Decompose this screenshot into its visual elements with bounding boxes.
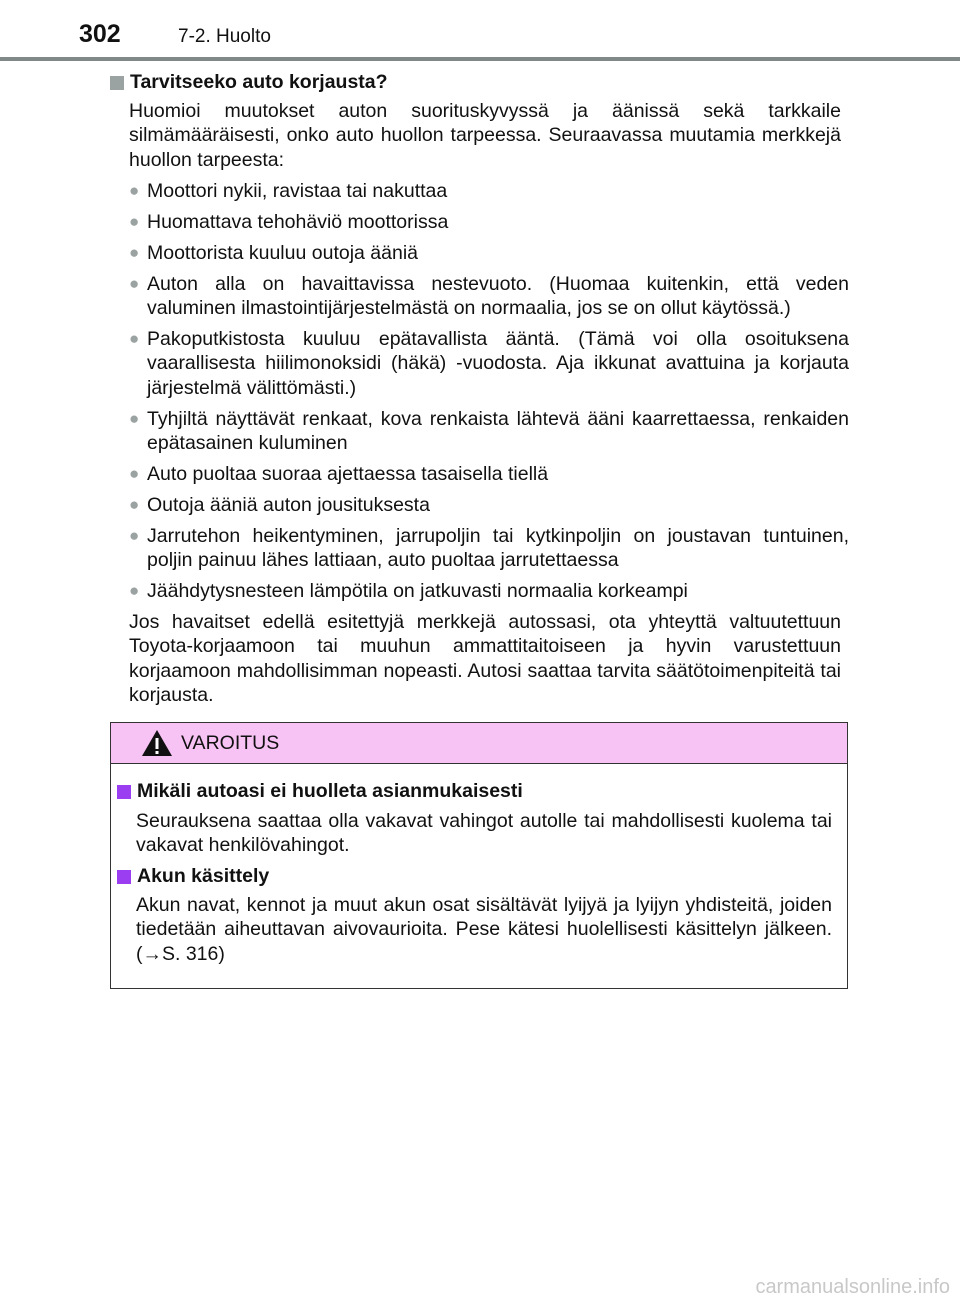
bullet-item xyxy=(129,493,849,517)
square-bullet-icon xyxy=(117,870,131,884)
warning-box xyxy=(110,722,848,989)
bullet-text: Huomattava tehohäviö moottorissa xyxy=(147,211,449,233)
square-bullet-icon xyxy=(117,785,131,799)
bullet-dot-icon: ● xyxy=(129,274,140,293)
heading-text: Tarvitseeko auto korjausta? xyxy=(130,71,388,93)
bullet-item xyxy=(129,462,849,486)
bullet-item xyxy=(129,407,849,456)
warning-section-heading xyxy=(117,865,269,888)
bullet-dot-icon: ● xyxy=(129,464,140,483)
bullet-item xyxy=(129,524,849,573)
bullet-text: Jäähdytysnesteen lämpötila on jatkuvasti normaalia korkeampi xyxy=(147,580,688,602)
bullet-dot-icon: ● xyxy=(129,181,140,200)
header-rule xyxy=(0,57,960,61)
bullet-dot-icon: ● xyxy=(129,409,140,428)
bullet-text: Jarrutehon heikentyminen, jarrupoljin tai kytkinpoljin on joustavan tuntuinen, poljin painuu lähes lattiaan, auto puoltaa jarrutettaessa xyxy=(147,525,849,572)
outro-paragraph: Jos havaitset edellä esitettyjä merkkejä autossasi, ota yhteyttä valtuutettuun Toyota-korjaamoon tai muuhun ammattitaitoiseen ja hyvin varustettuun korjaamoon mahdollisimman nopeasti. Autosi saattaa tarvita säätötoimenpiteitä tai korjausta. xyxy=(129,611,841,707)
bullet-text: Moottorista kuuluu outoja ääniä xyxy=(147,242,419,264)
warning-section-heading xyxy=(117,780,523,803)
watermark: carmanualsonline.info xyxy=(755,1276,950,1298)
bullet-item xyxy=(129,272,849,321)
bullet-dot-icon: ● xyxy=(129,212,140,231)
bullet-item xyxy=(129,327,849,400)
bullet-text: Auto puoltaa suoraa ajettaessa tasaisella tiellä xyxy=(147,463,549,485)
square-bullet-icon xyxy=(110,76,124,90)
bullet-item xyxy=(129,179,849,203)
bullet-text: Pakoputkistosta kuuluu epätavallista ääntä. (Tämä voi olla osoituksena vaarallisesta hiilimonoksidi (häkä) -vuodosta. Aja ikkunat avattuina ja korjauta järjestelmä välittömästi.) xyxy=(147,328,849,399)
bullet-item xyxy=(129,210,849,234)
bullet-text: Auton alla on havaittavissa nestevuoto. (Huomaa kuitenkin, että veden valuminen ilmastointijärjestelmästä on normaalia, jos se on ollut käytössä.) xyxy=(147,273,849,320)
bullet-dot-icon: ● xyxy=(129,243,140,262)
warning-header xyxy=(111,723,847,764)
bullet-text: Tyhjiltä näyttävät renkaat, kova renkaista lähtevä ääni kaarrettaessa, renkaiden epätasainen kuluminen xyxy=(147,408,849,455)
page-number: 302 xyxy=(79,20,121,48)
warning-title: VAROITUS xyxy=(181,731,280,754)
warning-text: Akun navat, kennot ja muut akun osat sisältävät lyijyä ja lyijyn yhdisteitä, joiden tiedetään aiheuttavan aivovaurioita. Pese kätesi huolellisesti käsittelyn jälkeen. (→S. 316) xyxy=(136,894,832,965)
warning-triangle-icon xyxy=(141,729,173,757)
intro-paragraph: Huomioi muutokset auton suorituskyvyssä ja äänissä sekä tarkkaile silmämääräisesti, onko auto huollon tarpeessa. Seuraavassa muutamia merkkejä huollon tarpeesta: xyxy=(129,100,841,171)
bullet-item xyxy=(129,241,849,265)
warning-text: Seurauksena saattaa olla vakavat vahingot autolle tai mahdollisesti kuolema tai vakavat henkilövahingot. xyxy=(136,810,832,857)
bullet-dot-icon: ● xyxy=(129,495,140,514)
bullet-text: Outoja ääniä auton jousituksesta xyxy=(147,494,430,516)
section-heading xyxy=(110,71,388,94)
bullet-dot-icon: ● xyxy=(129,581,140,600)
warning-heading-text: Mikäli autoasi ei huolleta asianmukaisesti xyxy=(137,780,523,802)
bullet-dot-icon: ● xyxy=(129,526,140,545)
warning-heading-text: Akun käsittely xyxy=(137,865,270,887)
bullet-item xyxy=(129,579,849,603)
bullet-text: Moottori nykii, ravistaa tai nakuttaa xyxy=(147,180,448,202)
section-title: 7-2. Huolto xyxy=(178,26,271,47)
bullet-dot-icon: ● xyxy=(129,329,140,348)
